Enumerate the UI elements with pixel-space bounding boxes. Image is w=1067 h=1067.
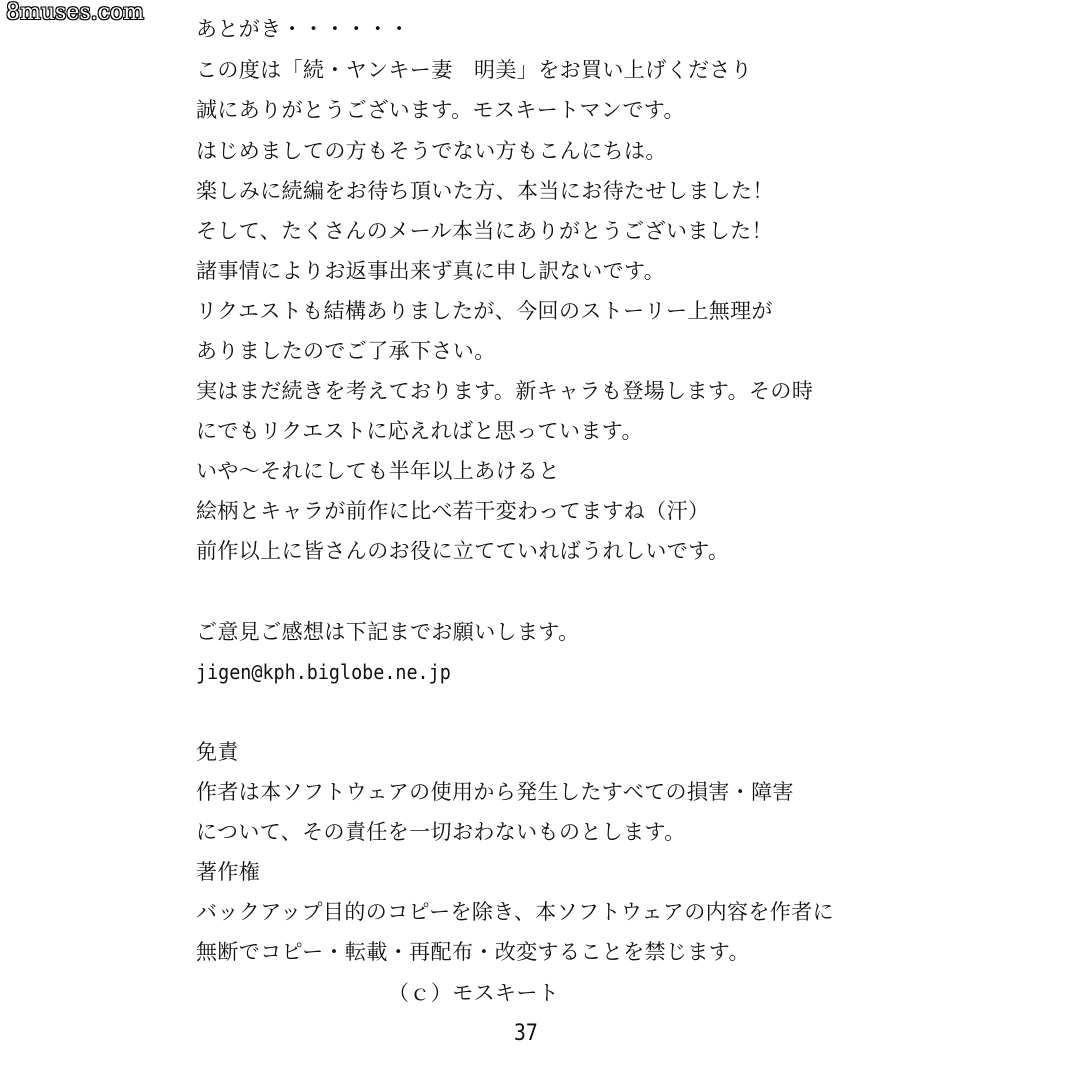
afterword-line: にでもリクエストに応えればと思っています。 bbox=[196, 419, 643, 443]
afterword-line: 楽しみに続編をお待ち頂いた方、本当にお待たせしました！ bbox=[196, 179, 774, 203]
afterword-line: ありましたのでご了承下さい。 bbox=[196, 339, 496, 363]
afterword-line: 前作以上に皆さんのお役に立てていればうれしいです。 bbox=[196, 539, 730, 563]
afterword-line: はじめましての方もそうでない方もこんにちは。 bbox=[196, 139, 667, 163]
copyright-line: バックアップ目的のコピーを除き、本ソフトウェアの内容を作者に bbox=[196, 900, 835, 924]
copyright-line: 無断でコピー・転載・再配布・改変することを禁じます。 bbox=[196, 940, 750, 964]
afterword-line: 諸事情によりお返事出来ず真に申し訳ないです。 bbox=[196, 259, 666, 283]
afterword-line: あとがき・・・・・・ bbox=[196, 17, 410, 41]
contact-prompt: ご意見ご感想は下記までお願いします。 bbox=[196, 620, 580, 644]
site-watermark: 8muses.com bbox=[6, 0, 145, 25]
afterword-line: いや～それにしても半年以上あけると bbox=[196, 459, 560, 483]
afterword-line: 実はまだ続きを考えております。新キャラも登場します。その時 bbox=[196, 379, 814, 403]
afterword-line: 誠にありがとうございます。モスキートマンです。 bbox=[196, 98, 685, 122]
afterword-line: この度は「続・ヤンキー妻 明美」をお買い上げくださり bbox=[196, 58, 753, 82]
afterword-line: そして、たくさんのメール本当にありがとうございました！ bbox=[196, 219, 773, 243]
contact-email: jigen@kph.biglobe.ne.jp bbox=[196, 660, 451, 684]
disclaimer-line: について、その責任を一切おわないものとします。 bbox=[196, 820, 686, 844]
afterword-line: リクエストも結構ありましたが、今回のストーリー上無理が bbox=[196, 299, 773, 323]
afterword-line: 絵柄とキャラが前作に比べ若干変わってますね（汗） bbox=[196, 499, 710, 523]
copyright-signature: （ｃ）モスキート bbox=[388, 981, 560, 1005]
page-number: 37 bbox=[514, 1021, 538, 1046]
disclaimer-line: 作者は本ソフトウェアの使用から発生したすべての損害・障害 bbox=[196, 780, 794, 804]
copyright-heading: 著作権 bbox=[196, 860, 261, 884]
disclaimer-heading: 免責 bbox=[196, 740, 239, 764]
